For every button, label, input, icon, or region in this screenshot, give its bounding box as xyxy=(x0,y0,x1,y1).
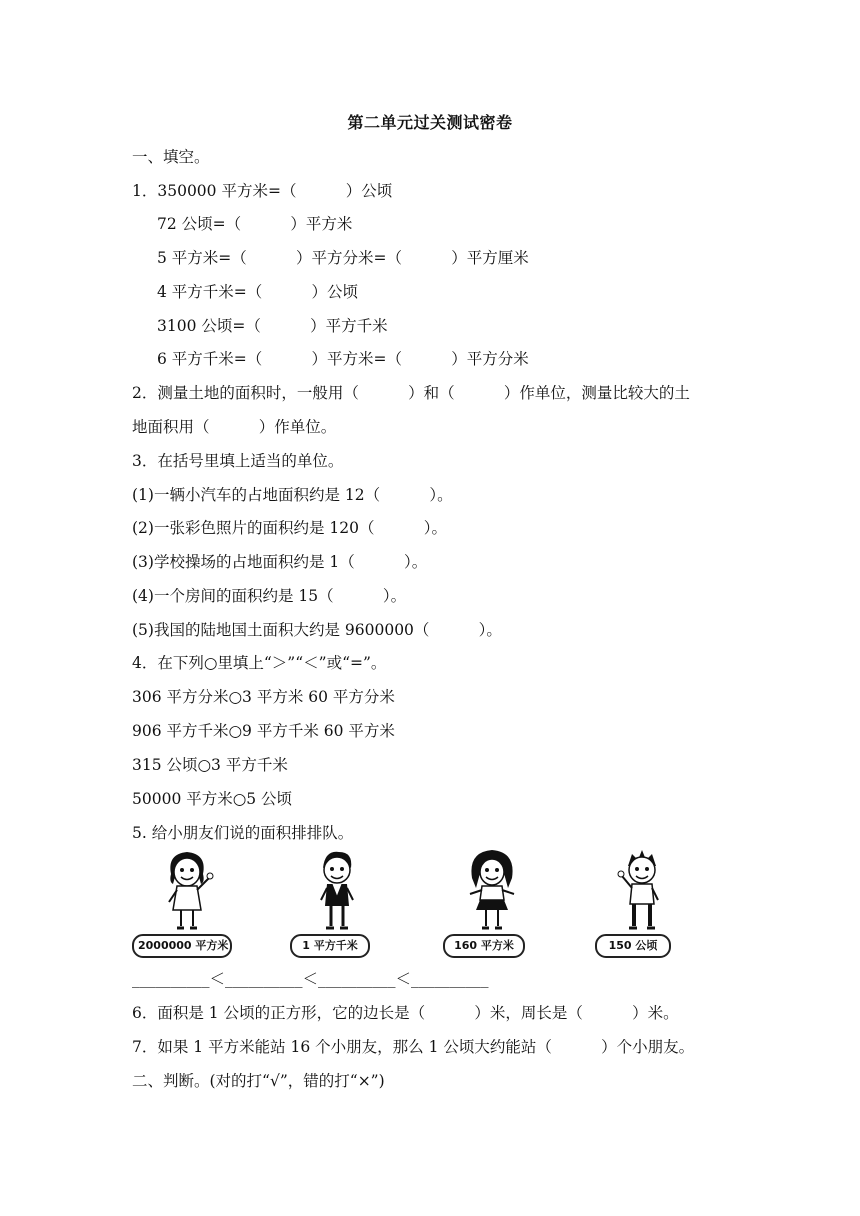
girl-figure-2 xyxy=(437,848,547,958)
label-150-hectares: 150 公顷 xyxy=(595,934,671,958)
q4-title: 4．在下列○里填上“＞”“＜”或“=”。 xyxy=(132,654,387,672)
q4-item: 50000 平方米○5 公顷 xyxy=(132,790,293,808)
boy-icon xyxy=(612,848,672,932)
q5-answer-line: __________＜__________＜__________＜__________ xyxy=(132,970,489,988)
girl-icon xyxy=(157,848,217,932)
q3-item: (1)一辆小汽车的占地面积约是 12（ ）。 xyxy=(132,486,453,504)
label-160-square-meters: 160 平方米 xyxy=(443,934,525,958)
q7-line: 7．如果 1 平方米能站 16 个小朋友，那么 1 公顷大约能站（ ）个小朋友。 xyxy=(132,1038,695,1056)
page-title: 第二单元过关测试密卷 xyxy=(347,113,513,132)
q3-item: (2)一张彩色照片的面积约是 120（ ）。 xyxy=(132,519,447,537)
q1-line-5: 3100 公顷=（ ）平方千米 xyxy=(157,317,388,335)
label-2000000-square-meters: 2000000 平方米 xyxy=(132,934,232,958)
q4-item: 315 公顷○3 平方千米 xyxy=(132,756,288,774)
q4-item: 306 平方分米○3 平方米 60 平方分米 xyxy=(132,688,395,706)
q1-line-2: 72 公顷=（ ）平方米 xyxy=(157,215,353,233)
q1-line-4: 4 平方千米=（ ）公顷 xyxy=(157,283,359,301)
section-heading-fill-in: 一、填空。 xyxy=(132,148,210,166)
label-1-square-kilometer: 1 平方千米 xyxy=(290,934,370,958)
girl-figure-1 xyxy=(132,848,242,958)
q3-item: (5)我国的陆地国土面积大约是 9600000（ ）。 xyxy=(132,621,502,639)
q1-line-6: 6 平方千米=（ ）平方米=（ ）平方分米 xyxy=(157,350,529,368)
q3-title: 3．在括号里填上适当的单位。 xyxy=(132,452,344,470)
q3-item: (3)学校操场的占地面积约是 1（ ）。 xyxy=(132,553,428,571)
q4-item: 906 平方千米○9 平方千米 60 平方米 xyxy=(132,722,395,740)
q2-line-1: 2．测量土地的面积时，一般用（ ）和（ ）作单位，测量比较大的土 xyxy=(132,384,690,402)
girl-icon xyxy=(462,848,522,932)
children-illustration-row xyxy=(132,848,672,958)
boy-figure-2 xyxy=(587,848,697,958)
q1-line-3: 5 平方米=（ ）平方分米=（ ）平方厘米 xyxy=(157,249,529,267)
q3-item: (4)一个房间的面积约是 15（ ）。 xyxy=(132,587,407,605)
q1-line-1: 1．350000 平方米=（ ）公顷 xyxy=(132,182,393,200)
q2-line-2: 地面积用（ ）作单位。 xyxy=(132,418,337,436)
boy-figure-1 xyxy=(282,848,392,958)
q6-line: 6．面积是 1 公顷的正方形，它的边长是（ ）米，周长是（ ）米。 xyxy=(132,1004,679,1022)
section-heading-judgment: 二、判断。(对的打“√”，错的打“×”) xyxy=(132,1072,385,1090)
q5-title: 5. 给小朋友们说的面积排排队。 xyxy=(132,824,354,842)
boy-icon xyxy=(307,848,367,932)
